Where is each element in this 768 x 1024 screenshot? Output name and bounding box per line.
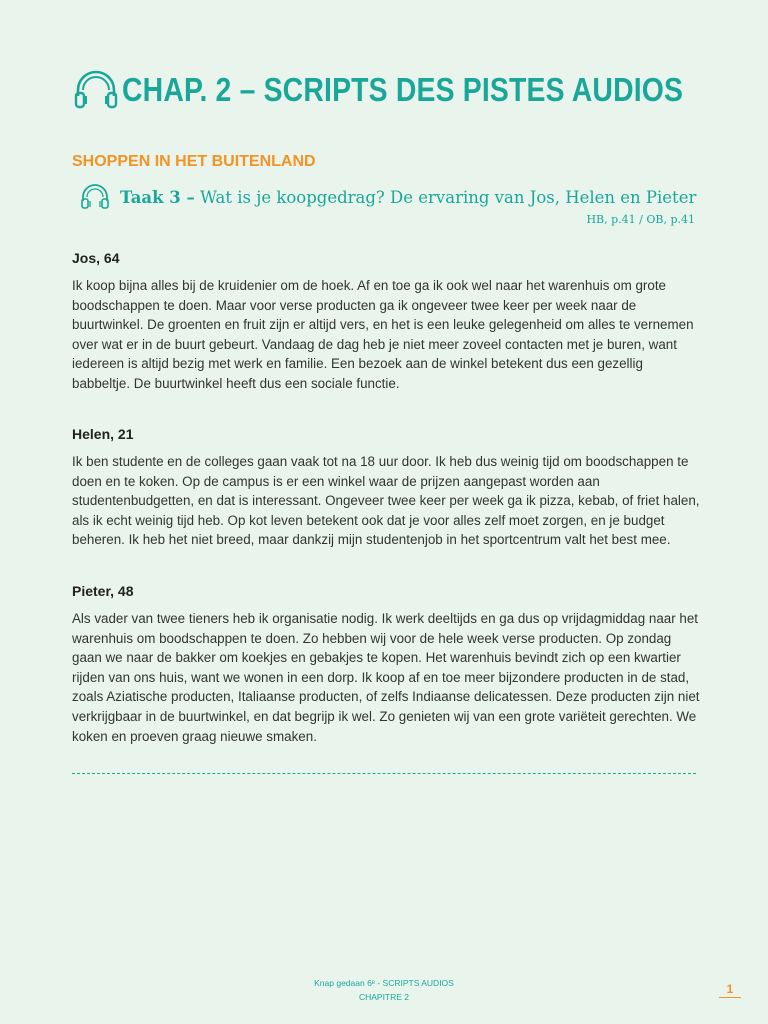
task-reference: HB, p.41 / OB, p.41: [586, 213, 695, 226]
footer-line-1: Knap gedaan 6ᵉ - SCRIPTS AUDIOS: [314, 978, 454, 988]
speaker-name: Jos, 64: [72, 250, 120, 266]
section-title: SHOPPEN IN HET BUITENLAND: [72, 153, 316, 170]
speaker-block-helen: [72, 426, 700, 550]
page-number: 1: [719, 982, 741, 998]
chapter-header: [72, 66, 768, 114]
speaker-name: Helen, 21: [72, 426, 134, 442]
speaker-transcript: Ik koop bijna alles bij de kruidenier om de hoek. Af en toe ga ik ook wel naar het warenhuis om grote boodschappen te doen. Maar voor verse producten ga ik ongeveer twee keer per week naar de buurtwinkel. De groenten en fruit zijn er altijd vers, en het is een leuke gelegenheid om alles te vernemen over wat er in de buurt gebeurt. Vandaag de dag heb je niet meer zoveel contacten met je buren, want iedereen is altijd bezig met werk en familie. Een bezoek aan de winkel betekent dus een gezellig babbeltje. De buurtwinkel heeft dus een sociale functie.: [72, 278, 694, 391]
task-title: [120, 188, 696, 207]
chapter-title: CHAP. 2 – SCRIPTS DES PISTES AUDIOS: [122, 71, 684, 108]
speaker-transcript: Ik ben studente en de colleges gaan vaak tot na 18 uur door. Ik heb dus weinig tijd om boodschappen te doen en te koken. Op de campus is er een winkel waar de prijzen aangepast worden aan studentenbudgetten, en dat is interessant. Ongeveer twee keer per week ga ik pizza, kebab, of friet halen, als ik echt weinig tijd heb. Op kot leven betekent ook dat je voor alles zelf moet zorgen, en je budget beheren. Ik heb het niet breed, maar dankzij mijn studentenjob in het sportcentrum valt het best mee.: [72, 454, 700, 548]
headphones-icon: [80, 183, 110, 211]
speaker-block-pieter: [72, 583, 700, 746]
speaker-name: Pieter, 48: [72, 583, 134, 599]
dashed-divider: [72, 773, 696, 774]
footer: [0, 976, 768, 1004]
headphones-icon: [72, 66, 120, 114]
speaker-transcript: Als vader van twee tieners heb ik organisatie nodig. Ik werk deeltijds en ga dus op vrijdagmiddag naar het warenhuis om boodschappen te doen. Zo hebben wij voor de hele week verse producten. Op zondag gaan we naar de bakker om koekjes en gebakjes te kopen. Het warenhuis bevindt zich op een kwartier rijden van ons huis, want we wonen in een dorp. Ik koop af en toe meer bijzondere producten in de stad, zoals Aziatische producten, Italiaanse producten, of zelfs Indiaanse delicatessen. Deze producten zijn niet verkrijgbaar in de buurtwinkel, en dat begrijp ik wel. Zo genieten wij van een grote variëteit gerechten. We koken en proeven graag nieuwe smaken.: [72, 611, 700, 744]
speaker-block-jos: [72, 250, 700, 394]
task-heading: [80, 183, 696, 211]
task-title-text: Wat is je koopgedrag? De ervaring van Jos, Helen en Pieter: [194, 187, 697, 207]
footer-line-2: CHAPITRE 2: [358, 992, 410, 1002]
task-label: Taak 3 –: [120, 187, 195, 207]
